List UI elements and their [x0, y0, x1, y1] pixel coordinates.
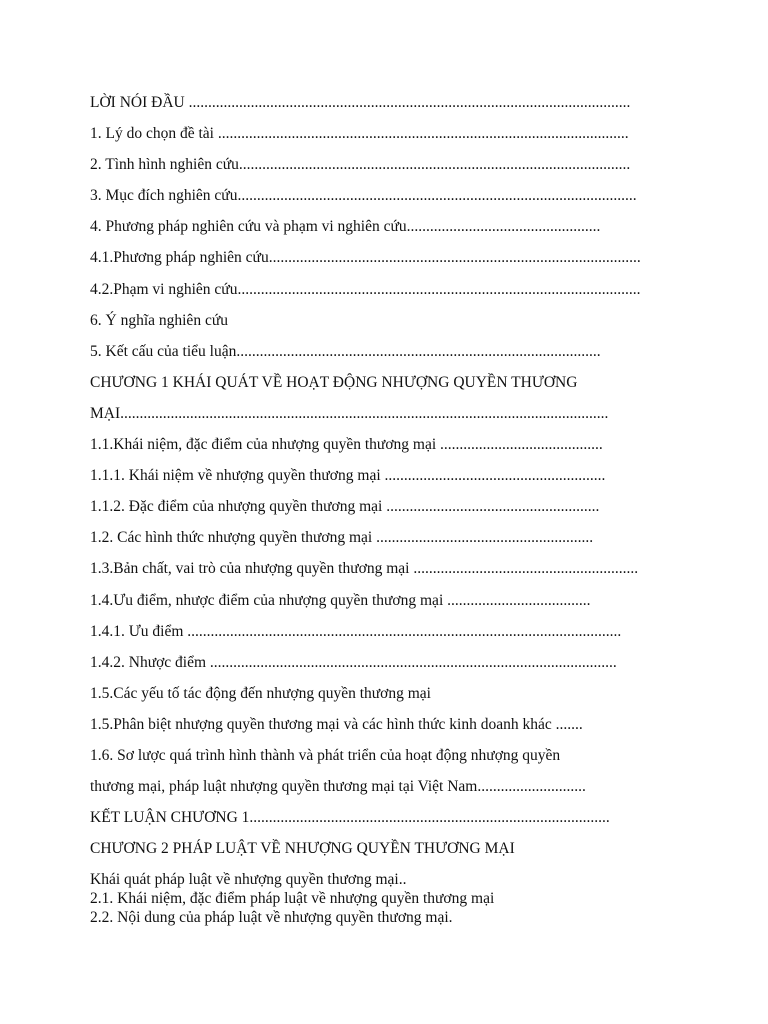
toc-entry-chapter-2-title: CHƯƠNG 2 PHÁP LUẬT VỀ NHƯỢNG QUYỀN THƯƠNG MẠI: [90, 840, 515, 858]
toc-entry-2-overview: Khái quát pháp luật về nhượng quyền thương mại..: [90, 871, 407, 888]
toc-entry-1-4-1: 1.4.1. Ưu điểm ................................................................................................................: [90, 622, 622, 640]
toc-entry-method-scope: 4. Phương pháp nghiên cứu và phạm vi nghiên cứu..................................................: [90, 218, 601, 236]
toc-entry-method: 4.1.Phương pháp nghiên cứu................................................................................................: [90, 249, 641, 267]
toc-entry-1-2: 1.2. Các hình thức nhượng quyền thương mại ........................................................: [90, 529, 594, 547]
toc-entry-2-1: 2.1. Khái niệm, đặc điểm pháp luật về nhượng quyền thương mại: [90, 890, 495, 907]
toc-entry-chapter-1-title-cont: MẠI..............................................................................................................................: [90, 404, 609, 422]
toc-entry-reason: 1. Lý do chọn đề tài ..........................................................................................................: [90, 125, 629, 143]
toc-entry-significance: 6. Ý nghĩa nghiên cứu: [90, 311, 228, 329]
toc-entry-1-6: 1.6. Sơ lược quá trình hình thành và phát triển của hoạt động nhượng quyền: [90, 746, 561, 764]
toc-entry-1-4-2: 1.4.2. Nhược điểm .........................................................................................................: [90, 653, 617, 671]
toc-entry-1-4: 1.4.Ưu điểm, nhược điểm của nhượng quyền thương mại .....................................: [90, 591, 591, 609]
toc-entry-1-6-cont: thương mại, pháp luật nhượng quyền thương mại tại Việt Nam............................: [90, 778, 586, 796]
toc-entry-chapter-1-conclusion: KẾT LUẬN CHƯƠNG 1.............................................................................................: [90, 809, 610, 827]
toc-entry-1-1-1: 1.1.1. Khái niệm về nhượng quyền thương mại .........................................................: [90, 467, 606, 485]
toc-entry-1-3: 1.3.Bản chất, vai trò của nhượng quyền thương mại ..........................................................: [90, 560, 639, 578]
toc-entry-research-situation: 2. Tình hình nghiên cứu.....................................................................................................: [90, 156, 631, 174]
toc-entry-scope: 4.2.Phạm vi nghiên cứu........................................................................................................: [90, 280, 641, 298]
table-of-contents: [90, 91, 690, 868]
toc-entry-preface: LỜI NÓI ĐẦU ..................................................................................................................: [90, 94, 631, 111]
toc-entry-2-2: 2.2. Nội dung của pháp luật về nhượng quyền thương mại.: [90, 909, 453, 926]
chapter-2-subsections: [90, 870, 690, 927]
toc-entry-chapter-1-title: CHƯƠNG 1 KHÁI QUÁT VỀ HOẠT ĐỘNG NHƯỢNG QUYỀN THƯƠNG: [90, 373, 578, 391]
toc-entry-research-purpose: 3. Mục đích nghiên cứu.......................................................................................................: [90, 187, 637, 205]
toc-entry-1-5-factors: 1.5.Các yếu tố tác động đến nhượng quyền thương mại: [90, 684, 431, 702]
toc-entry-1-5-distinction: 1.5.Phân biệt nhượng quyền thương mại và các hình thức kinh doanh khác .......: [90, 715, 583, 733]
toc-entry-structure: 5. Kết cấu của tiểu luận..............................................................................................: [90, 342, 601, 360]
toc-entry-1-1-2: 1.1.2. Đặc điểm của nhượng quyền thương mại .......................................................: [90, 498, 600, 516]
toc-entry-1-1: 1.1.Khái niệm, đặc điểm của nhượng quyền thương mại ..........................................: [90, 436, 603, 454]
